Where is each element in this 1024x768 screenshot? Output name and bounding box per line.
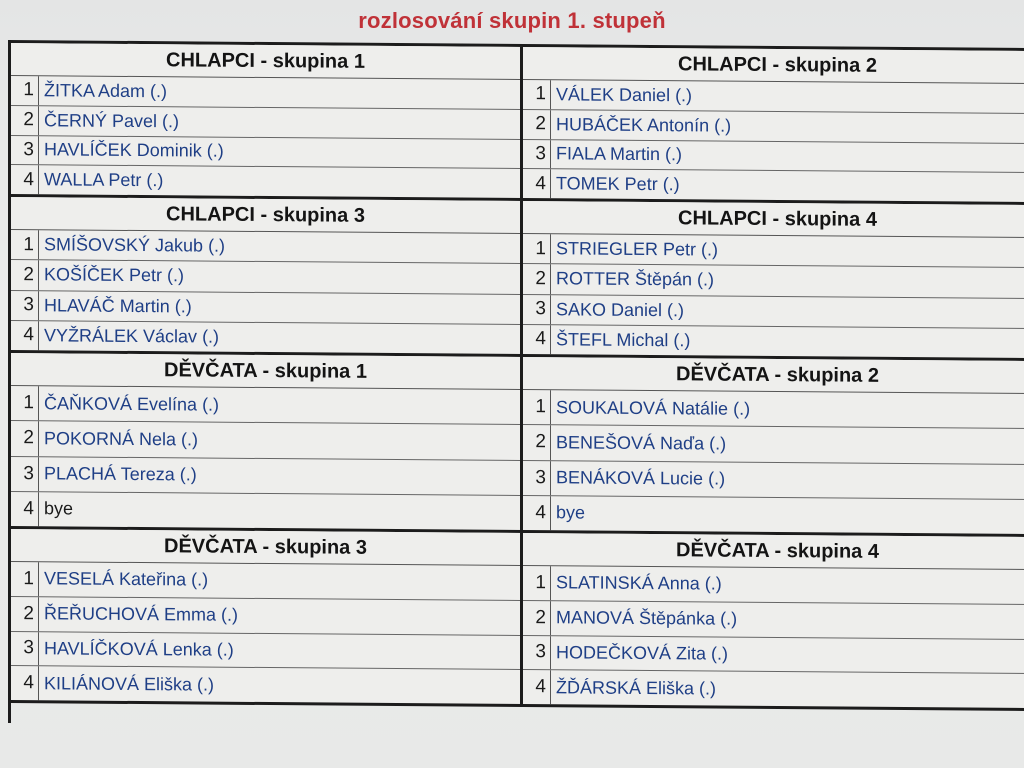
table-row: [523, 425, 1024, 464]
seed-number: 4: [11, 165, 39, 194]
seed-number: 1: [11, 76, 39, 105]
table-row: [11, 386, 520, 425]
table-row: [523, 264, 1024, 298]
table-row: [523, 390, 1024, 429]
table-row: [523, 325, 1024, 358]
seed-number: 1: [523, 566, 551, 600]
group-title: DĚVČATA - skupina 3: [11, 529, 520, 566]
table-row: [523, 461, 1024, 500]
seed-number: 2: [523, 601, 551, 635]
table-row: [523, 566, 1024, 605]
seed-number: 4: [523, 496, 551, 530]
player-name: ŘEŘUCHOVÁ Emma (.): [44, 603, 239, 625]
seed-number: 1: [523, 80, 551, 109]
groups-table: [8, 40, 1024, 731]
player-name: HAVLÍČKOVÁ Lenka (.): [44, 638, 234, 660]
player-name: ŽITKA Adam (.): [44, 80, 168, 102]
seed-number: 1: [523, 234, 551, 263]
seed-number: 3: [523, 140, 551, 169]
seed-number: 4: [11, 666, 39, 700]
seed-number: 1: [523, 390, 551, 424]
player-name: ČAŇKOVÁ Evelína (.): [44, 392, 220, 415]
table-row: [11, 230, 520, 264]
group-devcata-1: [11, 353, 523, 533]
table-row: [523, 110, 1024, 144]
player-name: BENÁKOVÁ Lucie (.): [556, 467, 726, 489]
table-row: [11, 76, 520, 110]
player-name: WALLA Petr (.): [44, 169, 164, 191]
player-name: ŽĎÁRSKÁ Eliška (.): [556, 676, 717, 699]
seed-number: 2: [11, 597, 39, 631]
group-chlapci-3: [11, 197, 523, 357]
table-row: [11, 562, 520, 601]
player-name: STRIEGLER Petr (.): [556, 238, 719, 260]
group-title: CHLAPCI - skupina 1: [11, 43, 520, 80]
player-name: ROTTER Štěpán (.): [556, 268, 715, 290]
seed-number: 2: [11, 260, 39, 289]
table-row: [11, 632, 520, 671]
table-row: [523, 670, 1024, 708]
player-name: bye: [44, 498, 74, 519]
seed-number: 4: [523, 670, 551, 704]
group-chlapci-1: [11, 43, 523, 201]
table-row: [11, 492, 520, 530]
table-row: [523, 80, 1024, 114]
player-name: HODEČKOVÁ Zita (.): [556, 642, 729, 664]
table-row: [11, 421, 520, 460]
table-row: [523, 295, 1024, 329]
player-name: HLAVÁČ Martin (.): [44, 294, 192, 317]
group-title: CHLAPCI - skupina 3: [11, 197, 520, 234]
seed-number: 2: [523, 110, 551, 139]
seed-number: 4: [523, 169, 551, 198]
table-row: [523, 636, 1024, 675]
seed-number: 3: [11, 136, 39, 165]
seed-number: 3: [11, 457, 39, 491]
seed-number: 3: [11, 632, 39, 666]
player-name: VÁLEK Daniel (.): [556, 84, 693, 106]
seed-number: 1: [11, 230, 39, 259]
player-name: FIALA Martin (.): [556, 143, 683, 165]
table-row: [11, 597, 520, 636]
table-row: [11, 291, 520, 325]
player-name: ČERNÝ Pavel (.): [44, 109, 180, 131]
table-row: [11, 666, 520, 704]
player-name: KOŠÍČEK Petr (.): [44, 264, 185, 286]
player-name: HAVLÍČEK Dominik (.): [44, 139, 224, 162]
table-row: [11, 321, 520, 354]
table-row: [523, 140, 1024, 174]
group-devcata-2: [523, 357, 1024, 537]
table-row: [523, 601, 1024, 640]
group-chlapci-2: [523, 47, 1024, 205]
page-title: rozlosování skupin 1. stupeň: [358, 8, 666, 33]
player-name: HUBÁČEK Antonín (.): [556, 113, 732, 136]
table-row: [11, 260, 520, 294]
seed-number: 2: [11, 421, 39, 455]
player-name: BENEŠOVÁ Naďa (.): [556, 432, 727, 454]
player-name: SMÍŠOVSKÝ Jakub (.): [44, 234, 226, 256]
seed-number: 4: [11, 492, 39, 526]
group-chlapci-4: [523, 201, 1024, 361]
player-name: SAKO Daniel (.): [556, 298, 685, 320]
player-name: TOMEK Petr (.): [556, 173, 680, 195]
table-row: [11, 457, 520, 496]
group-devcata-3: [11, 529, 523, 707]
seed-number: 4: [523, 325, 551, 354]
table-row: [11, 165, 520, 198]
table-row: [523, 234, 1024, 268]
player-name: MANOVÁ Štěpánka (.): [556, 607, 738, 629]
player-name: SOUKALOVÁ Natálie (.): [556, 396, 751, 419]
player-name: POKORNÁ Nela (.): [44, 428, 199, 450]
group-title: DĚVČATA - skupina 1: [11, 353, 520, 390]
seed-number: 3: [11, 291, 39, 320]
table-row: [11, 136, 520, 170]
player-name: VYŽRÁLEK Václav (.): [44, 325, 220, 347]
seed-number: 2: [523, 425, 551, 459]
seed-number: 1: [11, 386, 39, 420]
seed-number: 3: [523, 461, 551, 495]
seed-number: 3: [523, 636, 551, 670]
player-name: KILIÁNOVÁ Eliška (.): [44, 672, 215, 695]
seed-number: 1: [11, 562, 39, 596]
table-row: [523, 496, 1024, 534]
seed-number: 2: [11, 106, 39, 135]
player-name: SLATINSKÁ Anna (.): [556, 572, 722, 594]
group-devcata-4: [523, 533, 1024, 711]
seed-number: 2: [523, 264, 551, 293]
player-name: ŠTEFL Michal (.): [556, 329, 691, 351]
table-row: [11, 106, 520, 140]
group-title: DĚVČATA - skupina 2: [523, 357, 1024, 394]
table-row: [523, 169, 1024, 202]
player-name: VESELÁ Kateřina (.): [44, 568, 209, 590]
group-title: DĚVČATA - skupina 4: [523, 533, 1024, 570]
player-name: PLACHÁ Tereza (.): [44, 463, 197, 485]
group-title: CHLAPCI - skupina 2: [523, 47, 1024, 84]
seed-number: 3: [523, 295, 551, 324]
seed-number: 4: [11, 321, 39, 350]
player-name: bye: [556, 502, 586, 523]
group-title: CHLAPCI - skupina 4: [523, 201, 1024, 238]
